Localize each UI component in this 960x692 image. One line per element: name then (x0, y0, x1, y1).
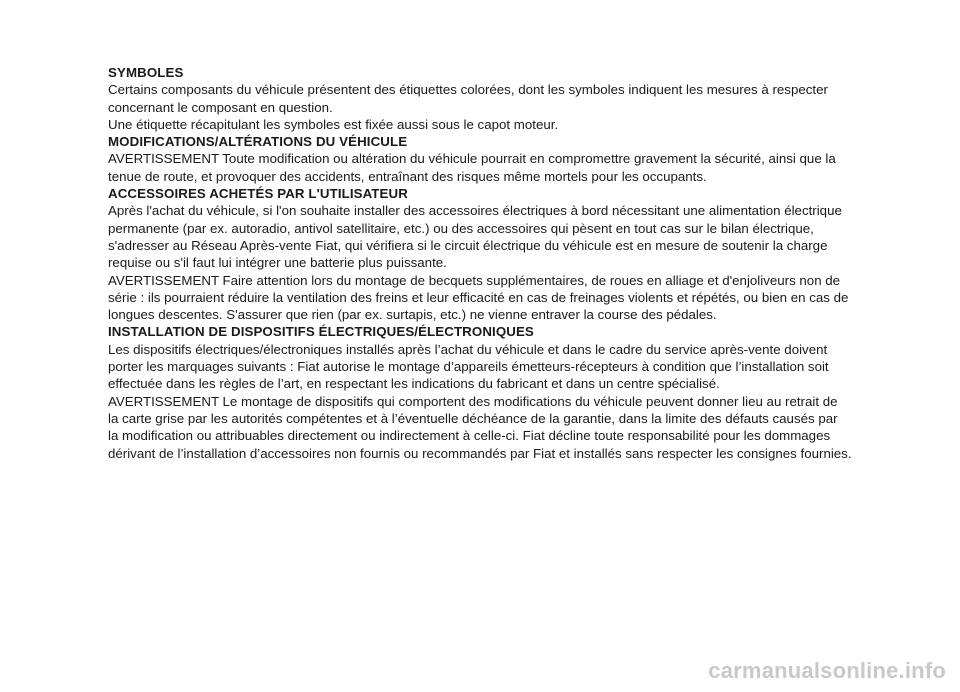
body-line: la modification ou attribuables directement ou indirectement à celle-ci. Fiat décline toute responsabilité pour les dommages (108, 428, 831, 444)
body-line: série : ils pourraient réduire la ventilation des freins et leur efficacité en cas de freinages violents et répétés, ou bien en cas de (108, 289, 849, 305)
section-symboles (108, 64, 868, 133)
section-heading: MODIFICATIONS/ALTÉRATIONS DU VÉHICULE (108, 134, 408, 150)
body-line: porter les marquages suivants : Fiat autorise le montage d’appareils émetteurs-récepteurs à condition que l’installation soit (108, 359, 829, 375)
section-heading: INSTALLATION DE DISPOSITIFS ÉLECTRIQUES/ÉLECTRONIQUES (108, 324, 534, 340)
body-line: s'adresser au Réseau Après-vente Fiat, qui vérifiera si le circuit électrique du véhicule est en mesure de soutenir la charge (108, 237, 828, 253)
body-line: tenue de route, et provoquer des accidents, entraînant des risques même mortels pour les occupants. (108, 168, 707, 184)
section-heading: ACCESSOIRES ACHETÉS PAR L'UTILISATEUR (108, 186, 408, 202)
watermark: carmanualsonline.info (708, 658, 946, 683)
body-line: requise ou s'il faut lui intégrer une batterie plus puissante. (108, 255, 447, 271)
body-line: Les dispositifs électriques/électroniques installés après l’achat du véhicule et dans le cadre du service après-vente doivent (108, 341, 828, 357)
body-line: longues descentes. S'assurer que rien (par ex. surtapis, etc.) ne vienne entraver la course des pédales. (108, 307, 717, 323)
body-line: permanente (par ex. autoradio, antivol satellitaire, etc.) ou des accessoires qui pèsent en tout cas sur le bilan électrique, (108, 220, 814, 236)
body-line: Après l'achat du véhicule, si l'on souhaite installer des accessoires électriques à bord nécessitant une alimentation électrique (108, 203, 842, 219)
body-line: Certains composants du véhicule présentent des étiquettes colorées, dont les symboles indiquent les mesures à respecter (108, 82, 828, 98)
body-line: AVERTISSEMENT Le montage de dispositifs qui comportent des modifications du véhicule peuvent donner lieu au retrait de (108, 393, 838, 409)
body-line: AVERTISSEMENT Toute modification ou altération du véhicule pourrait en compromettre gravement la sécurité, ainsi que la (108, 151, 836, 167)
section-installation (108, 323, 868, 461)
body-line: Une étiquette récapitulant les symboles est fixée aussi sous le capot moteur. (108, 116, 559, 132)
manual-page-content (108, 64, 868, 462)
body-line: la carte grise par les autorités compétentes et à l’éventuelle déchéance de la garantie, dans la limite des défauts causés par (108, 410, 838, 426)
section-modifications (108, 133, 868, 185)
section-heading: SYMBOLES (108, 65, 184, 80)
body-line: AVERTISSEMENT Faire attention lors du montage de becquets supplémentaires, de roues en alliage et d'enjoliveurs non de (108, 272, 841, 288)
body-line: dérivant de l’installation d’accessoires non fournis ou recommandés par Fiat et installés sans respecter les consignes fournies. (108, 445, 852, 461)
section-accessoires (108, 185, 868, 323)
body-line: concernant le composant en question. (108, 99, 333, 115)
body-line: effectuée dans les règles de l’art, en respectant les indications du fabricant et dans un centre spécialisé. (108, 376, 720, 392)
